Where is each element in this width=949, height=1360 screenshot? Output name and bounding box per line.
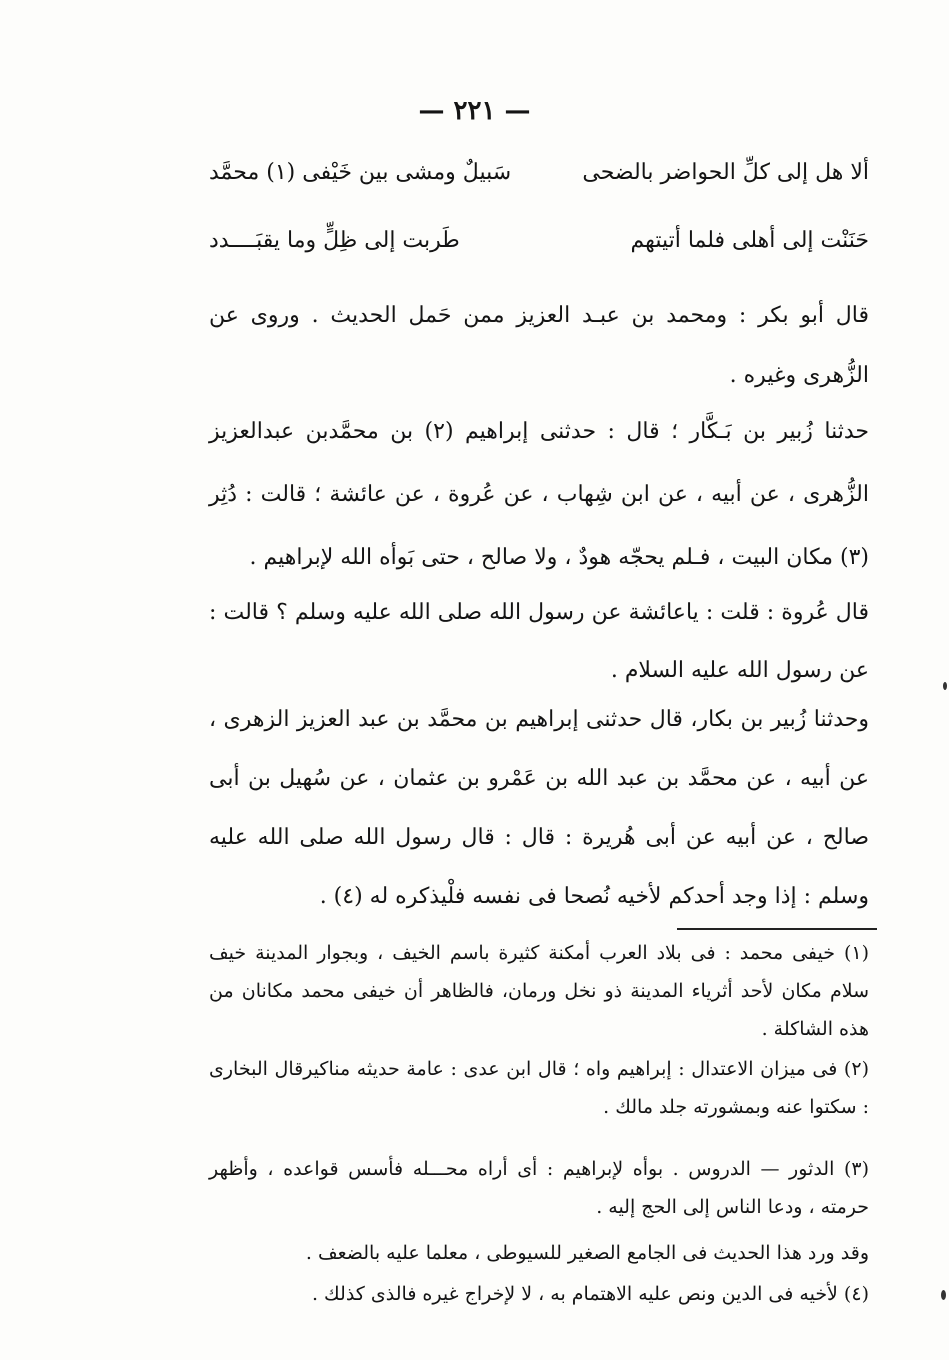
verse-line-2 bbox=[209, 228, 869, 253]
scan-speck bbox=[941, 1290, 946, 1300]
paragraph-hadith-aisha: حدثنا زُبير بن بَـكَّار ؛ قال : حدثنى إبراهيم (٢) بن محمَّدبن عبدالعزيز الزُّهرى ، عن أبيه ، عن ابن شِهاب ، عن عُروة ، عن عائشة ؛ قالت : دُثِر (٣) مكان البيت ، فـلم يحجّه هودٌ ، ولا صالح ، حتى بَوأه الله لإبراهيم . bbox=[209, 419, 870, 570]
footnote-4: (٤) لأخيه فى الدين ونص عليه الاهتمام به ، لا لإخراج غيره فالذى كذلك . bbox=[311, 1283, 869, 1305]
footnote-3-note: وقد ورد هذا الحديث فى الجامع الصغير للسيوطى ، معلما عليه بالضعف . bbox=[305, 1242, 869, 1264]
verse-line-1 bbox=[209, 160, 869, 185]
footnote-3: (٣) الدثور — الدروس . بوأه لإبراهيم : أى أراه محـــله فأسس قواعده ، وأظهر حرمته ، ودعا الناس إلى الحج إليه . bbox=[209, 1158, 869, 1218]
paragraph-hadith-abu-hurayra: وحدثنا زُبير بن بكار، قال حدثنى إبراهيم بن محمَّد بن عبد العزيز الزهرى ، عن أبيه ، عن محمَّد بن عبد الله بن عَمْرو بن عثمان ، عن سُهيل بن أبى صالح ، عن أبيه عن أبى هُريرة : قال : قال رسول الله صلى الله عليه وسلم : إذا وجد أحدكم لأخيه نُصحا فى نفسه فلْيذكره له (٤) . bbox=[209, 707, 870, 909]
verse-2-second-hemistich: طَربت إلى ظِلٍّ وما يقبَــــدد bbox=[209, 228, 460, 253]
verse-1-first-hemistich: ألا هل إلى كلِّ الحواضر بالضحى bbox=[582, 160, 869, 185]
footnote-separator bbox=[677, 928, 877, 930]
scan-speck bbox=[943, 682, 947, 690]
verse-1-second-hemistich: سَبيلٌ ومشى بين خَيْفى (١) محمَّد bbox=[209, 160, 512, 185]
page-number: — ٢٢١ — bbox=[418, 96, 531, 126]
paragraph-abu-bakr: قال أبو بكر : ومحمد بن عبـد العزيز ممن حَمل الحديث . وروى عن الزُّهرى وغيره . bbox=[209, 303, 869, 388]
paragraph-urwa: قال عُروة : قلت : ياعائشة عن رسول الله صلى الله عليه وسلم ؟ قالت : عن رسول الله عليه السلام . bbox=[209, 600, 869, 683]
footnote-2: (٢) فى ميزان الاعتدال : إبراهيم واه ؛ قال ابن عدى : عامة حديثه مناكيرقال البخارى : سكتوا عنه وبمشورته جلد مالك . bbox=[209, 1058, 869, 1118]
verse-2-first-hemistich: حَنَنْت إلى أهلى فلما أتيتهم bbox=[630, 228, 869, 253]
footnote-1: (١) خيفى محمد : فى بلاد العرب أمكنة كثيرة باسم الخيف ، وبجوار المدينة خيف سلام مكان لأحد أثرياء المدينة ذو نخل ورمان، فالظاهر أن خيفى محمد مكانان من هذه الشاكلة . bbox=[209, 942, 869, 1040]
